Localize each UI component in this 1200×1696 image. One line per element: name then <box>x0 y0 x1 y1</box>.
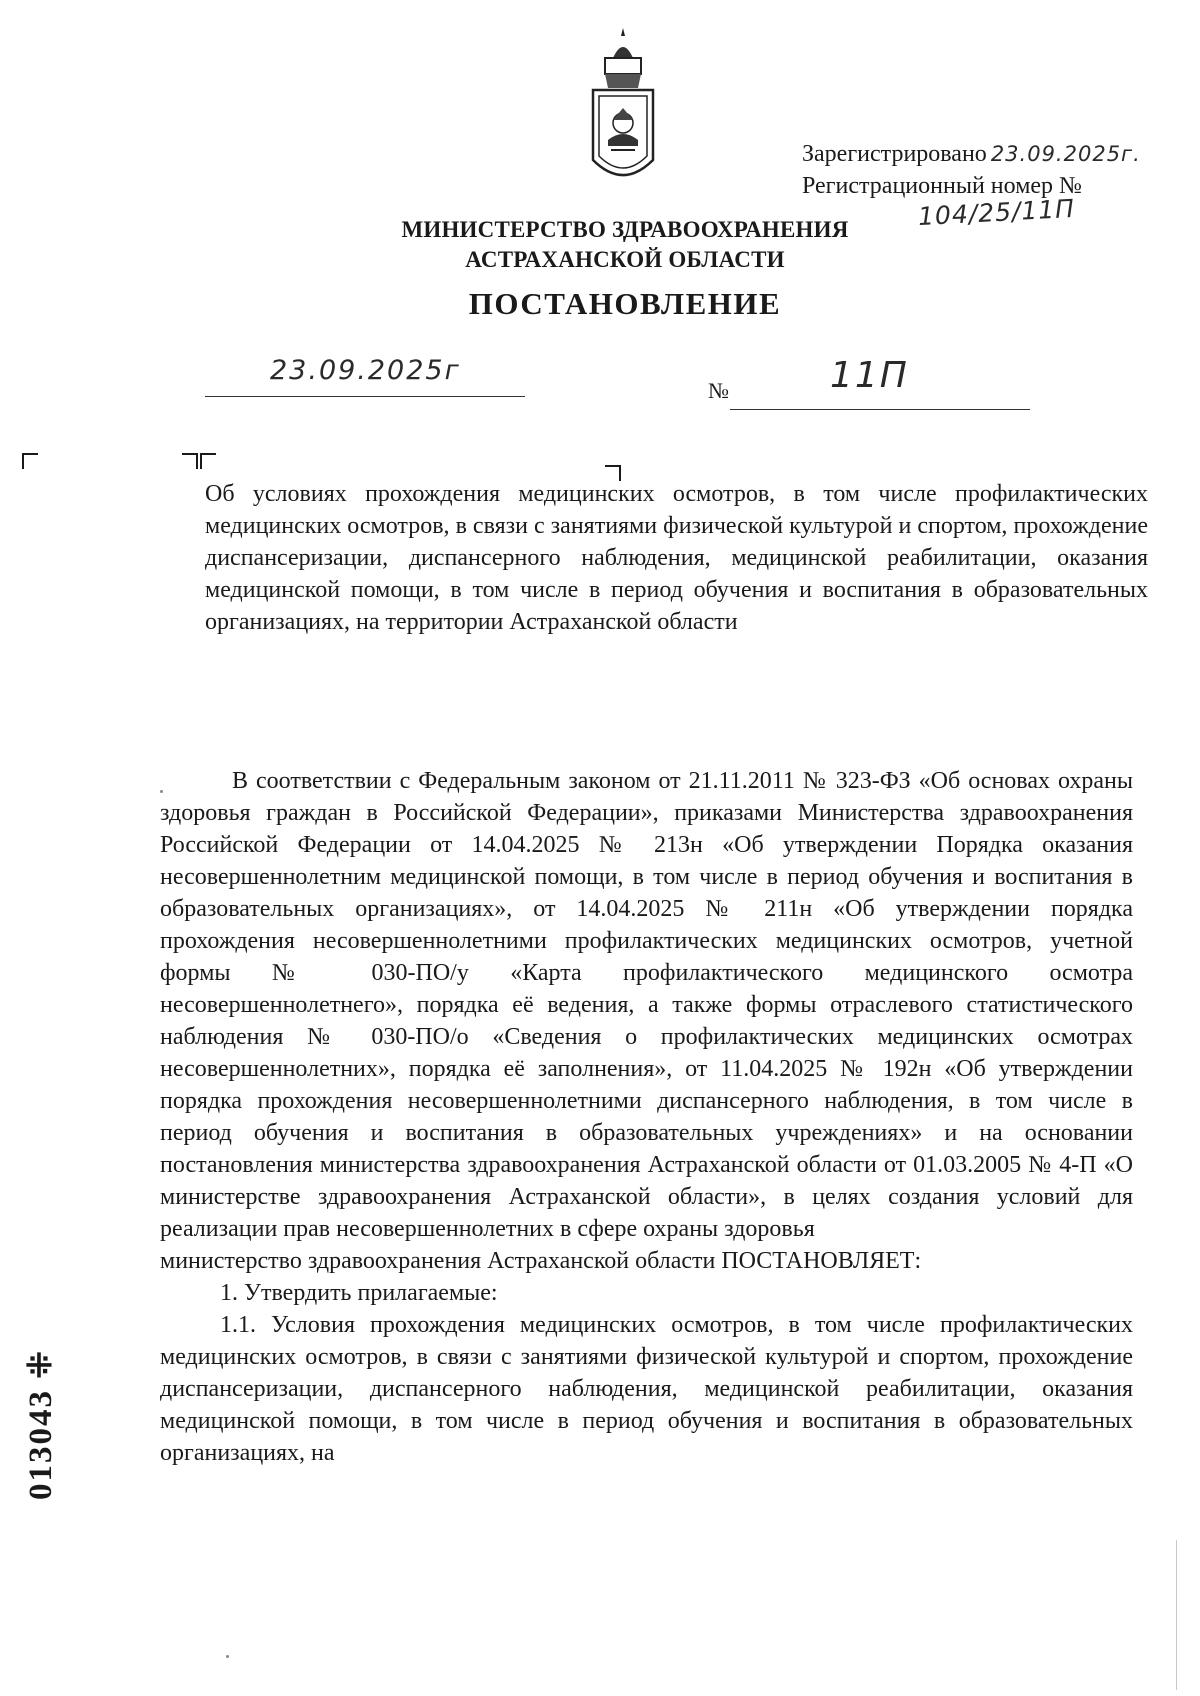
ministry-line-2: АСТРАХАНСКОЙ ОБЛАСТИ <box>465 247 785 272</box>
margin-stamp-number: 013043 ⁜ <box>23 1349 59 1500</box>
corner-mark-tl <box>200 453 216 469</box>
registered-date: 23.09.2025г. <box>990 142 1141 166</box>
scan-edge-line <box>1176 1540 1177 1690</box>
corner-mark-left <box>22 453 38 469</box>
resolves-paragraph: министерство здравоохранения Астраханской области ПОСТАНОВЛЯЕТ: <box>160 1248 922 1274</box>
registration-number-label: Регистрационный номер № <box>802 173 1082 199</box>
document-type: ПОСТАНОВЛЕНИЕ <box>468 286 782 321</box>
scan-dot <box>226 1655 229 1658</box>
registration-number: 104/25/11П <box>917 193 1076 232</box>
registered-label: Зарегистрировано <box>802 141 987 167</box>
number-underline <box>730 409 1030 410</box>
coat-of-arms-icon <box>583 28 663 198</box>
registration-block <box>802 138 1141 202</box>
item-1-1: 1.1. Условия прохождения медицинских осмотров, в том числе профилактических медицинских осмотров, в связи с занятиями физической культурой и спортом, прохождение диспансеризации, диспансерного наблюдения, медицинской реабилитации, оказания медицинской помощи, в том числе в период обучения и воспитания в образовательных организациях, на <box>160 1312 1133 1466</box>
document-subject: Об условиях прохождения медицинских осмотров, в том числе профилактических медицинских осмотров, в связи с занятиями физической культурой и спортом, прохождение диспансеризации, диспансерного наблюдения, медицинской реабилитации, оказания медицинской помощи, в том числе в период обучения и воспитания в образовательных организациях, на территории Астраханской области <box>205 481 1148 635</box>
scan-dot <box>160 790 163 793</box>
corner-mark-tr <box>182 453 198 469</box>
item-1: 1. Утвердить прилагаемые: <box>220 1280 498 1306</box>
document-number-label: № <box>708 378 729 403</box>
ministry-name <box>330 215 920 275</box>
preamble-paragraph: В соответствии с Федеральным законом от 21.11.2011 № 323-ФЗ «Об основах охраны здоровья граждан в Российской Федерации», приказами Министерства здравоохранения Российской Федерации от 14.04.2025 № 213н «Об утверждении Порядка оказания несовершеннолетним медицинской помощи, в том числе в период обучения и воспитания в образовательных организациях», от 14.04.2025 № 211н «Об утверждении порядка прохождения несовершеннолетними профилактических медицинских осмотров, учетной формы № 030-ПО/у «Карта профилактического медицинского осмотра несовершеннолетнего», порядка её ведения, а также формы отраслевого статистического наблюдения № 030-ПО/о «Сведения о профилактических медицинских осмотрах несовершеннолетних», порядка её заполнения», от 11.04.2025 № 192н «Об утверждении порядка прохождения несовершеннолетними диспансерного наблюдения, в том числе в период обучения и воспитания в образовательных учреждениях» и на основании постановления министерства здравоохранения Астраханской области от 01.03.2005 № 4-П «О министерстве здравоохранения Астраханской области», в целях создания условий для реализации прав несовершеннолетних в сфере охраны здоровья <box>160 768 1133 1242</box>
ministry-line-1: МИНИСТЕРСТВО ЗДРАВООХРАНЕНИЯ <box>401 217 849 242</box>
date-underline <box>205 396 525 397</box>
document-body <box>160 765 1133 1469</box>
document-number: 11П <box>830 355 909 396</box>
document-date: 23.09.2025г <box>270 355 461 386</box>
